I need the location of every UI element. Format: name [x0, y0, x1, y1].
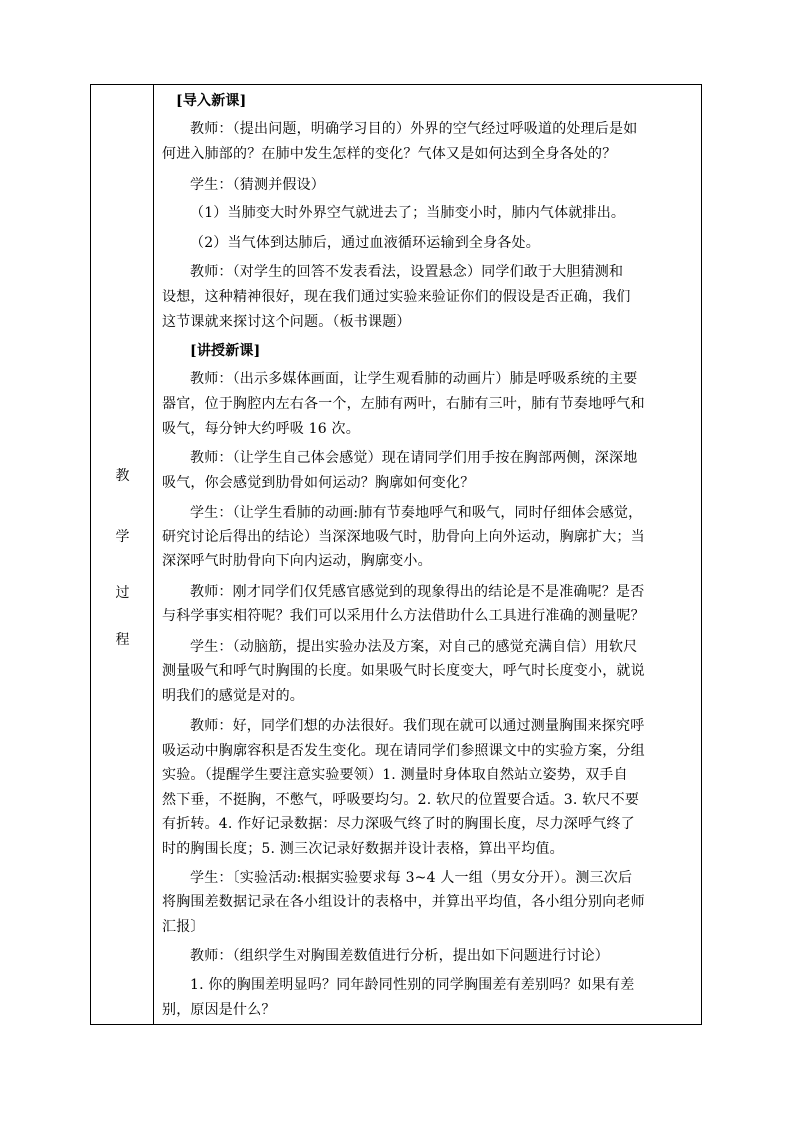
paragraph-line: 教师：刚才同学们仅凭感官感觉到的现象得出的结论是不是准确呢？是否 — [190, 584, 645, 600]
paragraph-line: 实验。（提醒学生要注意实验要领）1. 测量时身体取自然站立姿势，双手自 — [162, 767, 628, 783]
paragraph-line: 设想，这种精神很好，现在我们通过实验来验证你们的假设是否正确，我们 — [162, 289, 631, 305]
paragraph-line: （2）当气体到达肺后，通过血液循环运输到全身各处。 — [190, 235, 540, 251]
paragraph-line: （1）当肺变大时外界空气就进去了；当肺变小时，肺内气体就排出。 — [190, 205, 626, 221]
paragraph-line: 研究讨论后得出的结论）当深深地吸气时，肋骨向上向外运动，胸廓扩大；当 — [162, 529, 645, 545]
heading-lecture: [讲授新课] — [190, 343, 261, 359]
paragraph-line: 学生：（猜测并假设） — [190, 177, 325, 193]
paragraph-line: 与科学事实相符呢？我们可以采用什么方法借助什么工具进行准确的测量呢？ — [162, 608, 645, 624]
lesson-table — [90, 84, 702, 1025]
paragraph-line: 学生：（让学生看肺的动画:肺有节奏地呼气和吸气，同时仔细体会感觉， — [190, 505, 643, 521]
paragraph-line: 有折转。4. 作好记录数据：尽力深吸气终了时的胸围长度，尽力深呼气终了 — [162, 816, 635, 832]
paragraph-line: 教师：（对学生的回答不发表看法，设置悬念）同学们敢于大胆猜测和 — [190, 264, 624, 280]
paragraph-line: 器官，位于胸腔内左右各一个，左肺有两叶，右肺有三叶，肺有节奏地呼气和 — [162, 396, 645, 412]
paragraph-line: 学生：（动脑筋，提出实验办法及方案，对自己的感觉充满自信）用软尺 — [190, 639, 638, 655]
paragraph-line: 吸气，每分钟大约呼吸 16 次。 — [162, 421, 360, 437]
section-label-char: 学 — [115, 529, 130, 545]
paragraph-line: 教师：（出示多媒体画面，让学生观看肺的动画片）肺是呼吸系统的主要 — [190, 371, 638, 387]
paragraph-line: 汇报〕 — [162, 919, 205, 935]
section-label-char: 教 — [115, 468, 130, 484]
heading-intro: [导入新课] — [176, 93, 247, 109]
paragraph-line: 教师：（提出问题，明确学习目的）外界的空气经过呼吸道的处理后是如 — [190, 121, 638, 137]
paragraph-line: 别，原因是什么？ — [162, 1002, 276, 1018]
paragraph-line: 将胸围差数据记录在各小组设计的表格中，并算出平均值，各小组分别向老师 — [162, 894, 645, 910]
paragraph-line: 教师：（组织学生对胸围差数值进行分析，提出如下问题进行讨论） — [190, 948, 609, 964]
section-label-char: 过 — [115, 585, 130, 601]
paragraph-line: 然下垂，不挺胸，不憋气，呼吸要均匀。2. 软尺的位置要合适。3. 软尺不要 — [162, 792, 640, 808]
paragraph-line: 何进入肺部的？在肺中发生怎样的变化？气体又是如何达到全身各处的？ — [162, 146, 617, 162]
paragraph-line: 吸运动中胸廓容积是否发生变化。现在请同学们参照课文中的实验方案，分组 — [162, 743, 645, 759]
paragraph-line: 教师：好，同学们想的办法很好。我们现在就可以通过测量胸围来探究呼 — [190, 718, 645, 734]
paragraph-line: 吸气，你会感觉到肋骨如何运动？胸廓如何变化？ — [162, 475, 475, 491]
paragraph-line: 时的胸围长度；5. 测三次记录好数据并设计表格，算出平均值。 — [162, 841, 564, 857]
section-label-char: 程 — [115, 632, 130, 648]
paragraph-line: 明我们的感觉是对的。 — [162, 688, 304, 704]
paragraph-line: 测量吸气和呼气时胸围的长度。如果吸气时长度变大，呼气时长度变小，就说 — [162, 663, 645, 679]
paragraph-line: 这节课就来探讨这个问题。（板书课题） — [162, 314, 411, 330]
paragraph-line: 1. 你的胸围差明显吗？同年龄同性别的同学胸围差有差别吗？如果有差 — [190, 977, 635, 993]
paragraph-line: 学生：〔实验活动:根据实验要求每 3~4 人一组（男女分开）。测三次后 — [190, 870, 633, 886]
section-label-cell — [91, 85, 154, 1024]
paragraph-line: 深深呼气时肋骨向下向内运动，胸廓变小。 — [162, 553, 432, 569]
paragraph-line: 教师：（让学生自己体会感觉）现在请同学们用手按在胸部两侧，深深地 — [190, 450, 638, 466]
